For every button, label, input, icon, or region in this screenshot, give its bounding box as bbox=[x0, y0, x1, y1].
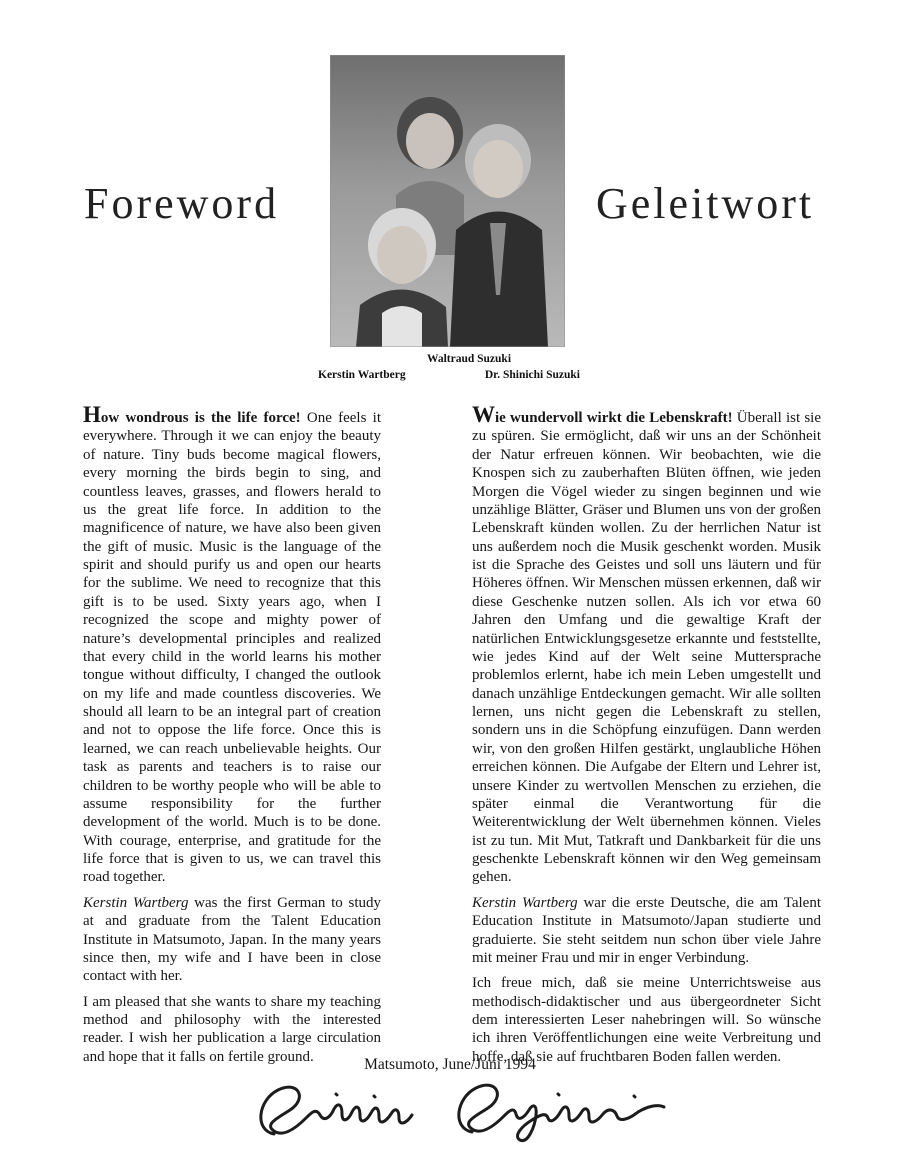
english-paragraph-3: I am pleased that she wants to share my teaching method and philosophy with the interested reader. I wish her publication a large circulation and hope that it falls on fertile ground. bbox=[83, 993, 381, 1065]
family-photo-image bbox=[330, 55, 565, 347]
english-initial: H bbox=[83, 402, 101, 427]
heading-geleitwort: Geleitwort bbox=[596, 179, 815, 228]
caption-kerstin-wartberg: Kerstin Wartberg bbox=[318, 368, 406, 381]
german-lead: ie wundervoll wirkt die Lebenskraft! bbox=[495, 410, 733, 426]
english-body-2: was the first German to study at and graduate from the Talent Education Institute in Matsumoto, Japan. In the many years since then, my wife and I have been in close contact with her. bbox=[83, 894, 381, 985]
german-paragraph-1 bbox=[472, 403, 821, 887]
german-body-2: war die erste Deutsche, die am Talent Education Institute in Matsumoto/Japan studierte und graduierte. Sie steht seitdem nun schon über viele Jahre mit meiner Frau und mir in enger Verbindung. bbox=[472, 894, 821, 966]
german-body-1: Überall ist sie zu spüren. Sie ermöglicht, daß wir uns an der Schönheit der Natur erfreuen können. Wir beobachten, wie die Knospen sich zu zauberhaften Blüten öffnen, wie jeden Morgen die Vögel wieder zu singen beginnen und wie unzählige Blätter, Gräser und Blumen uns von der großen Lebenskraft künden wollen. Zu der herrlichen Natur ist uns außerdem noch die Musik geschenkt worden. Musik ist die Sprache des Geistes und soll uns läutern und für Höheres öffnen. Wir Menschen müssen erkennen, daß wir diese Geschenke nutzen sollen. Als ich vor etwa 60 Jahren den Umfang und die gewaltige Kraft der natürlichen Entwicklungsgesetze erkannte und feststellte, wie jedes Kind auf der Welt seine Muttersprache problemlos erlernt, habe ich mein Leben umgestellt und danach unzählige Entdeckungen gemacht. Wir alle sollten lernen, uns nicht gegen die Lebenskraft zu stellen, sondern uns in die Schöpfung einzufügen. Dann werden wir, von den großen Hilfen gestärkt, unglaubliche Höhen erreichen können. Die Aufgabe der Eltern und Lehrer ist, unsere Kinder zu wertvollen Menschen zu erziehen, die später einmal die Verantwortung für die Weiterentwicklung der Welt übernehmen können. Vieles ist zu tun. Mit Mut, Tatkraft und Dankbarkeit für die uns geschenkte Lebenskraft können wir den Weg gemeinsam gehen. bbox=[472, 410, 821, 886]
dateline: Matsumoto, June/Juni 1994 bbox=[364, 1056, 536, 1073]
english-kerstin-name: Kerstin Wartberg bbox=[83, 894, 189, 911]
caption-waltraud-suzuki: Waltraud Suzuki bbox=[426, 353, 512, 365]
german-kerstin-name: Kerstin Wartberg bbox=[472, 894, 578, 911]
german-paragraph-2 bbox=[472, 894, 821, 968]
english-column bbox=[83, 403, 381, 1073]
german-paragraph-3: Ich freue mich, daß sie meine Unterrichtsweise aus methodisch-didaktischer und aus übergeordneter Sicht dem interessierten Leser nahebringen will. So wünsche ich ihren Veröffentlichungen eine weite Verbreitung und hoffe, daß sie auf fruchtbaren Boden fallen werden. bbox=[472, 975, 821, 1065]
family-photo bbox=[330, 55, 565, 347]
english-lead: ow wondrous is the life force! bbox=[100, 410, 301, 426]
english-paragraph-2 bbox=[83, 894, 381, 986]
signature-ink bbox=[250, 1074, 670, 1154]
photo-caption bbox=[318, 352, 580, 383]
english-body-1: One feels it everywhere. Through it we can enjoy the beauty of nature. Tiny buds become magical flowers, every morning the birds begin to sing, and countless leaves, grasses, and flowers herald to us the great life force. In addition to the magnificence of nature, we have also been given the gift of music. Music is the language of the spirit and should purify us and open our hearts for the sublime. We need to recognize that this gift is to be used. Sixty years ago, when I recognized the scope and mighty power of nature’s developmental principles and realized that every child in the world learns his mother tongue without difficulty, I changed the outlook on my life and made countless discoveries. We should all learn to be an integral part of creation and not to oppose the life force. Once this is learned, we can reach unbelievable heights. Our task as parents and teachers is to raise our children to be worthy people who will be able to assume responsibility for the further development of the world. Much is to be done. With courage, enterprise, and gratitude for the life force that is given to us, we can travel this road together. bbox=[83, 410, 381, 886]
heading-foreword: Foreword bbox=[84, 179, 280, 228]
german-column bbox=[472, 403, 821, 1073]
caption-shinichi-suzuki: Dr. Shinichi Suzuki bbox=[484, 368, 580, 381]
english-paragraph-1 bbox=[83, 403, 381, 887]
signature-shinichi-suzuki bbox=[250, 1074, 670, 1154]
german-initial: W bbox=[472, 402, 495, 427]
